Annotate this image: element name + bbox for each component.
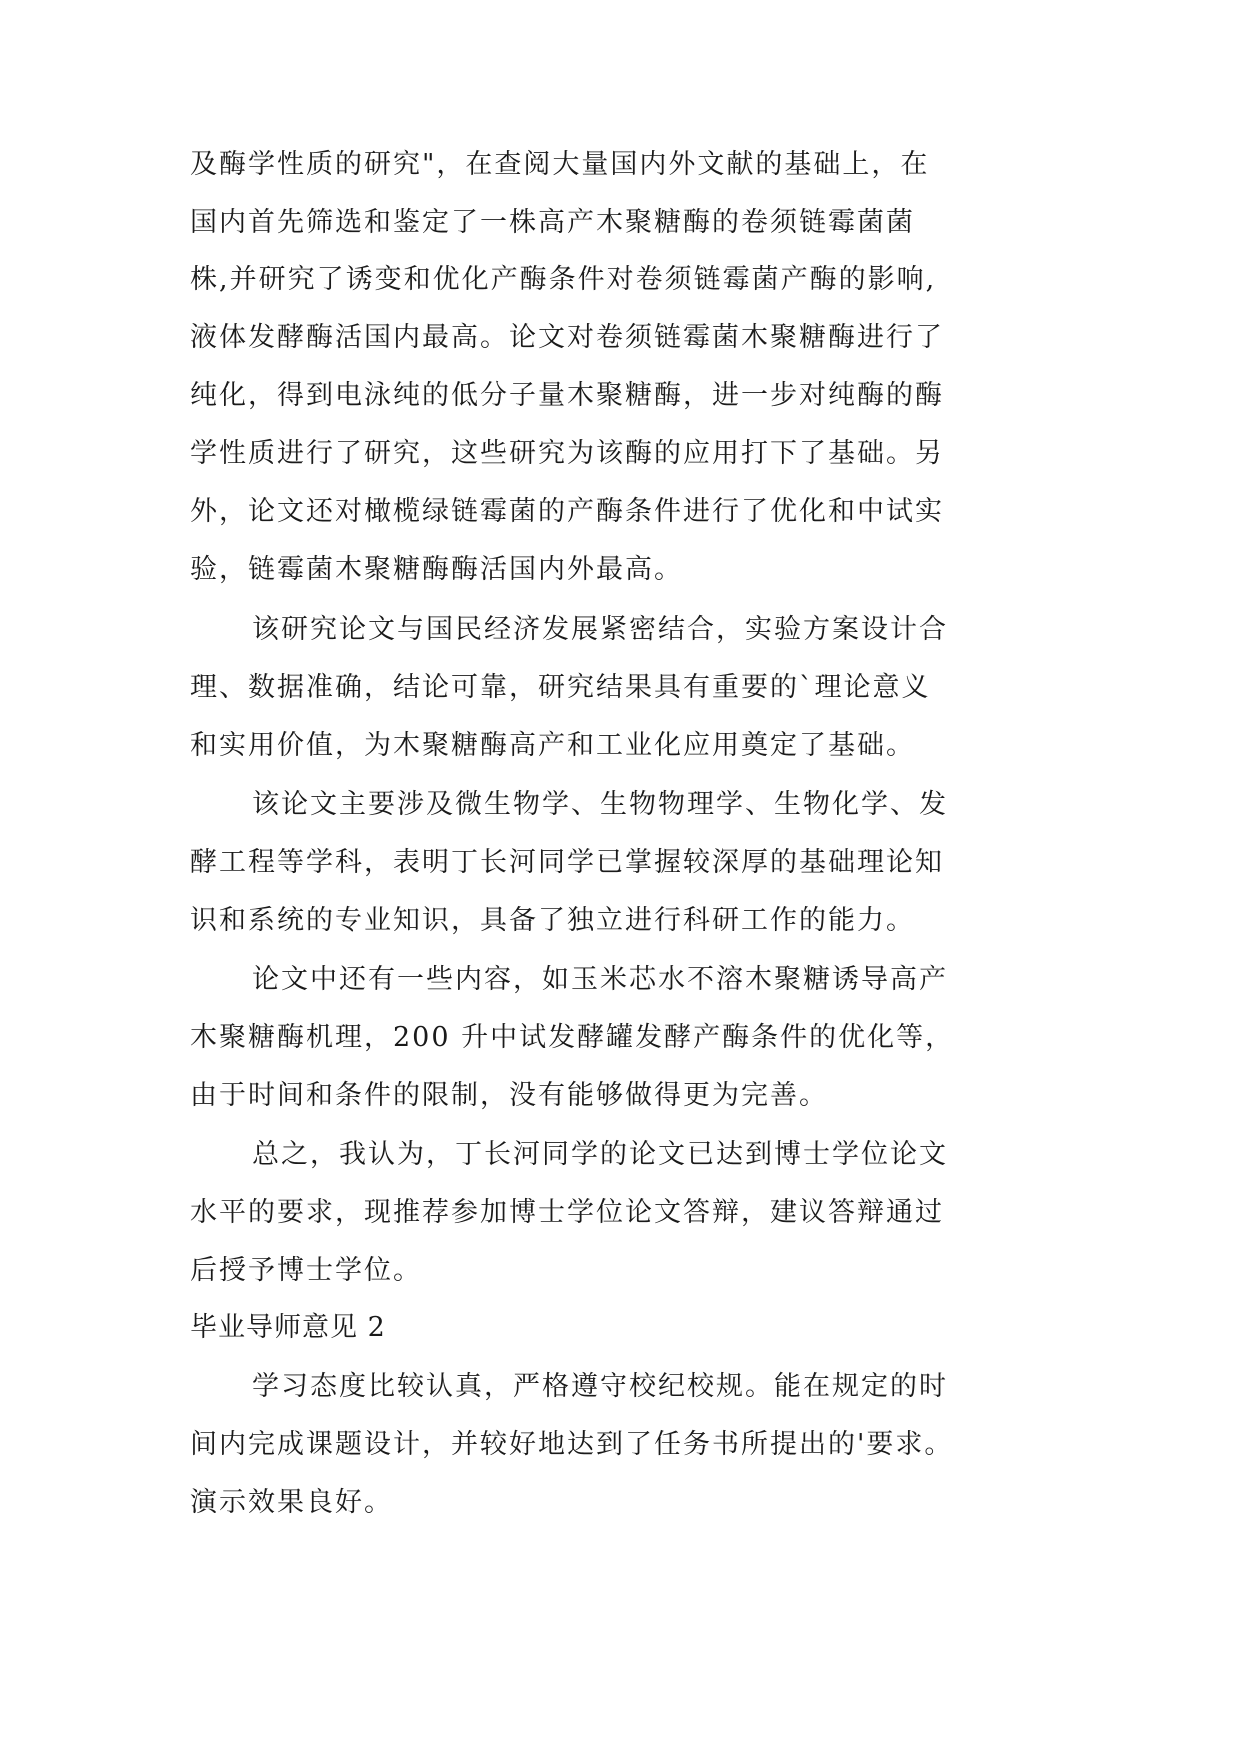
paragraph-line: 水平的要求，现推荐参加博士学位论文答辩，建议答辩通过 bbox=[190, 1197, 944, 1228]
paragraph-line: 间内完成课题设计，并较好地达到了任务书所提出的'要求。 bbox=[190, 1429, 954, 1460]
paragraph-line: 外，论文还对橄榄绿链霉菌的产酶条件进行了优化和中试实 bbox=[190, 496, 944, 527]
paragraph-line: 木聚糖酶机理，200 升中试发酵罐发酵产酶条件的优化等， bbox=[190, 1022, 955, 1053]
paragraph-line: 学性质进行了研究，这些研究为该酶的应用打下了基础。另 bbox=[190, 438, 944, 469]
paragraph-line: 由于时间和条件的限制，没有能够做得更为完善。 bbox=[190, 1080, 828, 1111]
paragraph-line: 该研究论文与国民经济发展紧密结合，实验方案设计合 bbox=[252, 614, 948, 645]
paragraph-line: 验，链霉菌木聚糖酶酶活国内外最高。 bbox=[190, 554, 683, 585]
paragraph-line: 演示效果良好。 bbox=[190, 1487, 393, 1518]
paragraph-line: 酵工程等学科，表明丁长河同学已掌握较深厚的基础理论知 bbox=[190, 847, 944, 878]
paragraph-line: 国内首先筛选和鉴定了一株高产木聚糖酶的卷须链霉菌菌 bbox=[190, 207, 915, 238]
paragraph-line: 该论文主要涉及微生物学、生物物理学、生物化学、发 bbox=[252, 789, 948, 820]
paragraph-line: 及酶学性质的研究"，在查阅大量国内外文献的基础上，在 bbox=[190, 149, 930, 180]
paragraph-line: 理、数据准确，结论可靠，研究结果具有重要的`理论意义 bbox=[190, 672, 931, 703]
paragraph-line: 识和系统的专业知识，具备了独立进行科研工作的能力。 bbox=[190, 905, 915, 936]
paragraph-line: 后授予博士学位。 bbox=[190, 1255, 422, 1286]
paragraph-line: 学习态度比较认真，严格遵守校纪校规。能在规定的时 bbox=[252, 1371, 948, 1402]
paragraph-line: 株,并研究了诱变和优化产酶条件对卷须链霉菌产酶的影响, bbox=[190, 264, 937, 295]
paragraph-line: 和实用价值，为木聚糖酶高产和工业化应用奠定了基础。 bbox=[190, 730, 915, 761]
paragraph-line: 纯化，得到电泳纯的低分子量木聚糖酶，进一步对纯酶的酶 bbox=[190, 380, 944, 411]
paragraph-line: 液体发酵酶活国内最高。论文对卷须链霉菌木聚糖酶进行了 bbox=[190, 322, 944, 353]
paragraph-line: 论文中还有一些内容，如玉米芯水不溶木聚糖诱导高产 bbox=[252, 964, 948, 995]
section-heading: 毕业导师意见 2 bbox=[190, 1312, 386, 1343]
paragraph-line: 总之，我认为，丁长河同学的论文已达到博士学位论文 bbox=[252, 1139, 948, 1170]
